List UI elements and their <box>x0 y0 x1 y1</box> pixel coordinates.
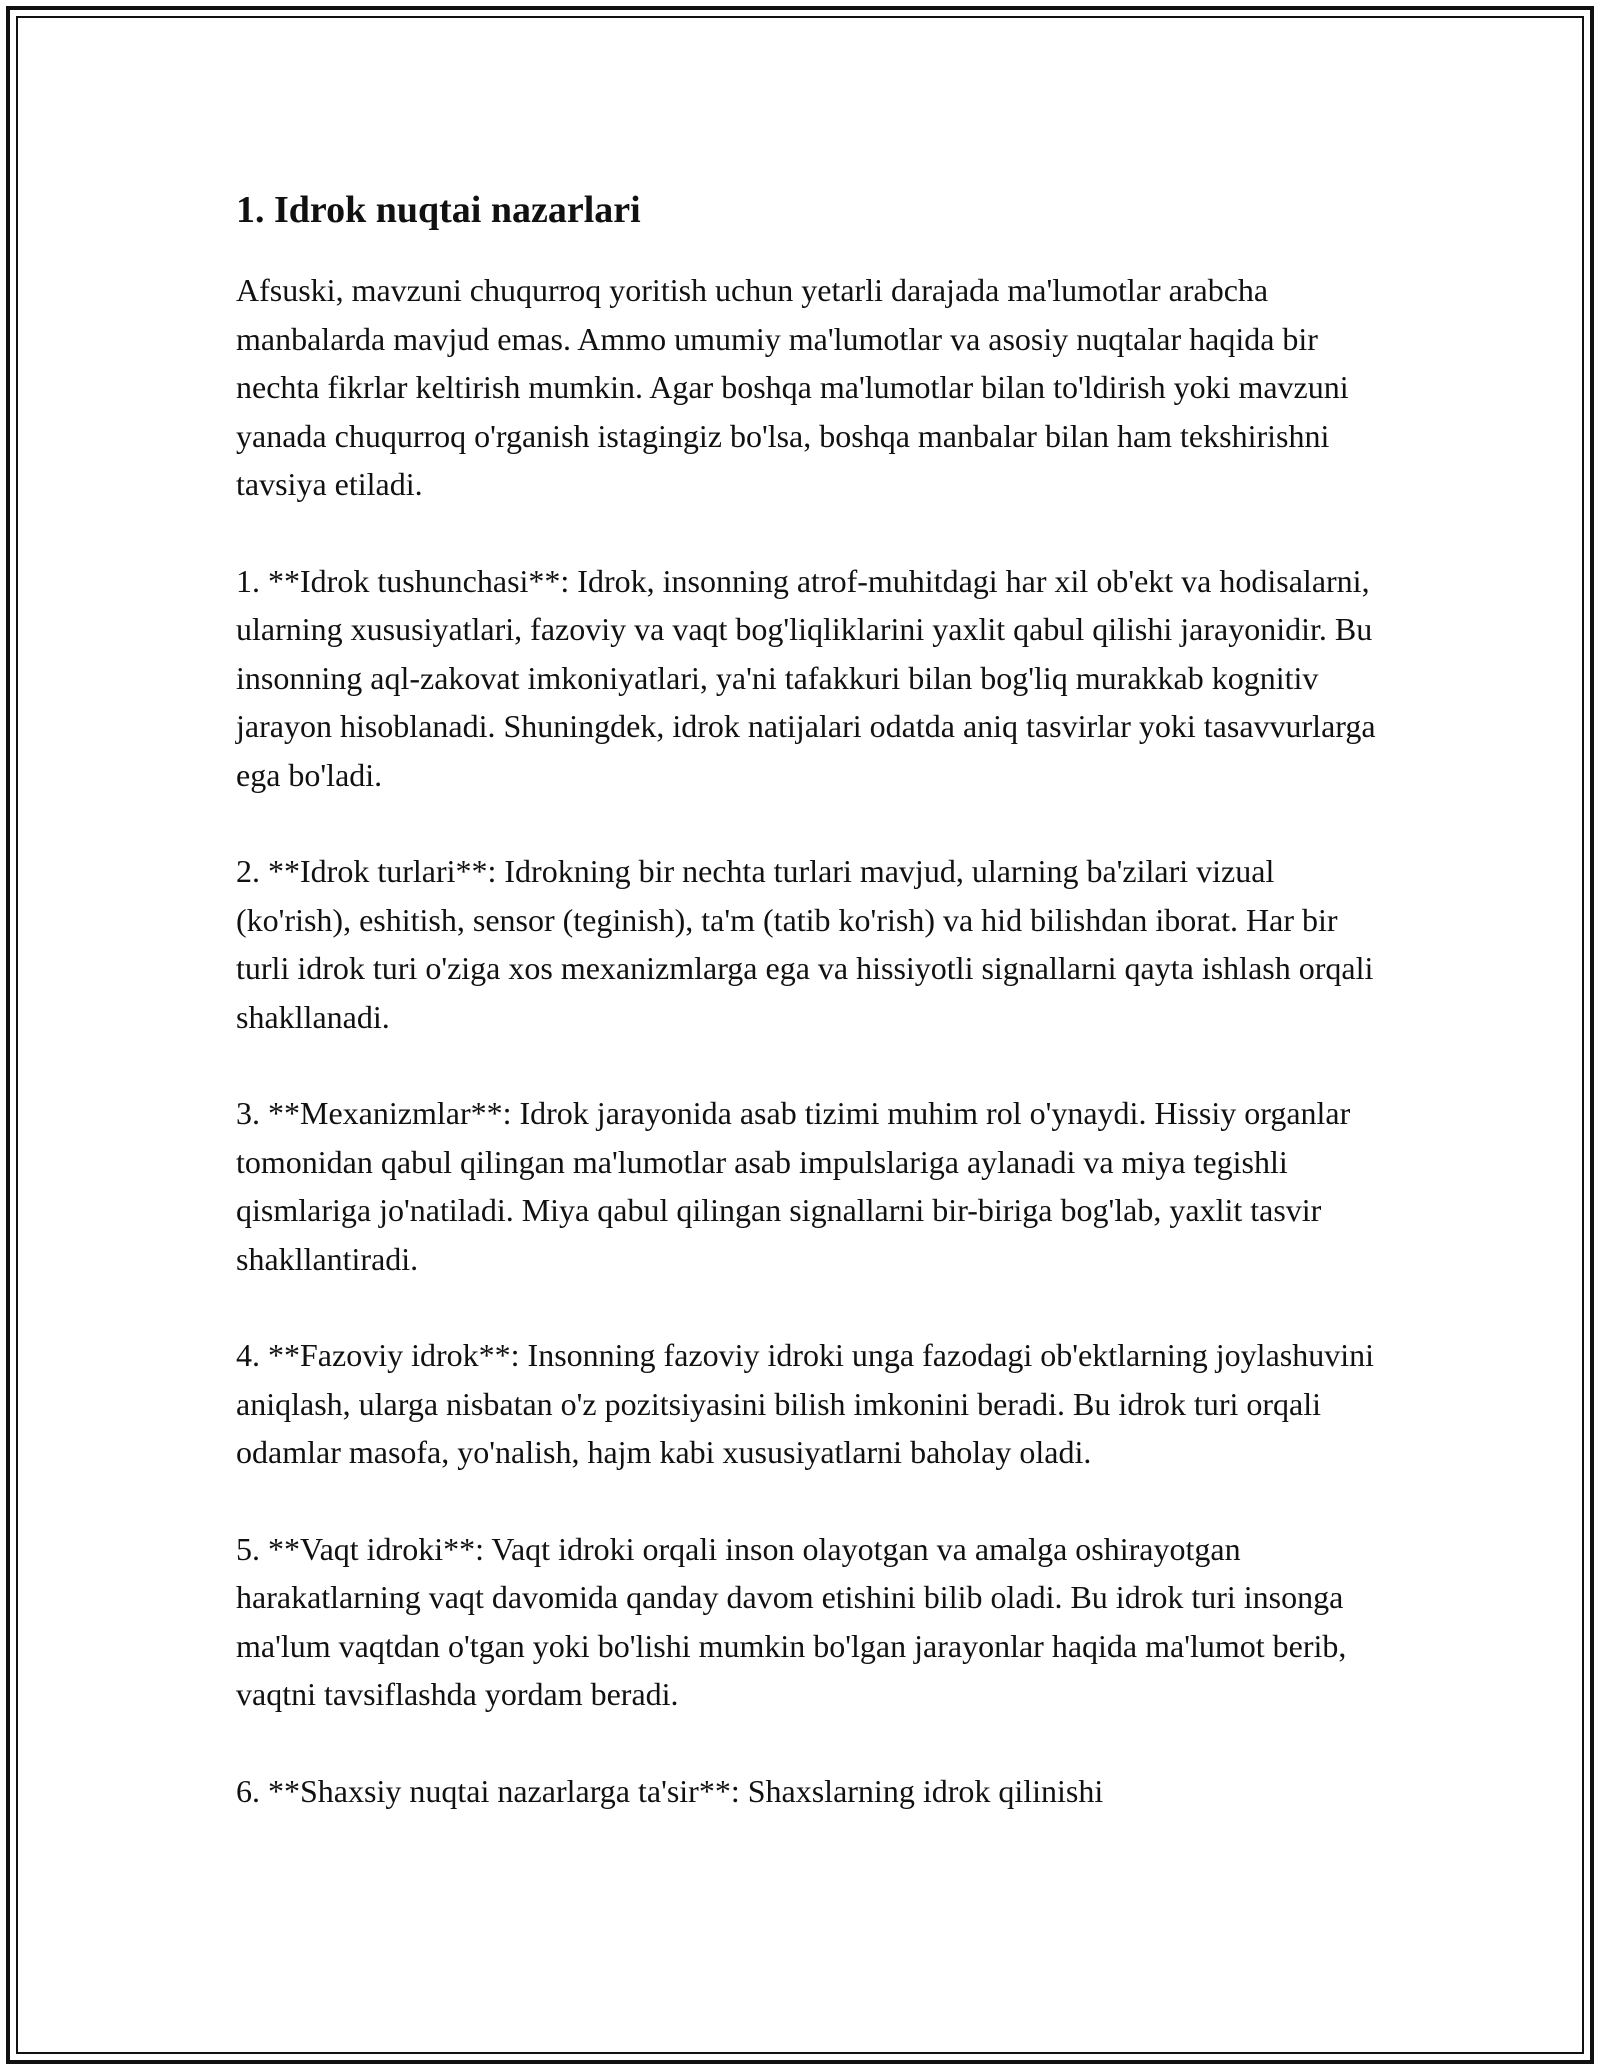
paragraph-fazoviy-idrok: 4. **Fazoviy idrok**: Insonning fazoviy idroki unga fazodagi ob'ektlarning joylashuvini aniqlash, ularga nisbatan o'z pozitsiyasini bilish imkonini beradi. Bu idrok turi orqali odamlar masofa, yo'nalish, hajm kabi xususiyatlarni baholay oladi. <box>236 1337 1374 1470</box>
document-page <box>236 186 1376 1863</box>
section-heading: 1. Idrok nuqtai nazarlari <box>236 189 641 231</box>
paragraph-mexanizmlar: 3. **Mexanizmlar**: Idrok jarayonida asab tizimi muhim rol o'ynaydi. Hissiy organlar tomonidan qabul qilingan ma'lumotlar asab impulslariga aylanadi va miya tegishli qismlariga jo'natiladi. Miya qabul qilingan signallarni bir-biriga bog'lab, yaxlit tasvir shakllantiradi. <box>236 1095 1351 1277</box>
intro-paragraph: Afsuski, mavzuni chuqurroq yoritish uchun yetarli darajada ma'lumotlar arabcha manbalarda mavjud emas. Ammo umumiy ma'lumotlar va asosiy nuqtalar haqida bir nechta fikrlar keltirish mumkin. Agar boshqa ma'lumotlar bilan to'ldirish yoki mavzuni yanada chuqurroq o'rganish istagingiz bo'lsa, boshqa manbalar bilan ham tekshirishni tavsiya etiladi. <box>236 272 1349 502</box>
paragraph-vaqt-idroki: 5. **Vaqt idroki**: Vaqt idroki orqali inson olayotgan va amalga oshirayotgan harakatlarning vaqt davomida qanday davom etishini bilib oladi. Bu idrok turi insonga ma'lum vaqtdan o'tgan yoki bo'lishi mumkin bo'lgan jarayonlar haqida ma'lumot berib, vaqtni tavsiflashda yordam beradi. <box>236 1530 1347 1712</box>
paragraph-idrok-tushunchasi: 1. **Idrok tushunchasi**: Idrok, insonning atrof-muhitdagi har xil ob'ekt va hodisalarni, ularning xususiyatlari, fazoviy va vaqt bog'liqliklarini yaxlit qabul qilishi jarayonidir. Bu insonning aql-zakovat imkoniyatlari, ya'ni tafakkuri bilan bog'liq murakkab kognitiv jarayon hisoblanadi. Shuningdek, idrok natijalari odatda aniq tasvirlar yoki tasavvurlarga ega bo'ladi. <box>236 562 1376 793</box>
paragraph-idrok-turlari: 2. **Idrok turlari**: Idrokning bir nechta turlari mavjud, ularning ba'zilari vizual (ko'rish), eshitish, sensor (teginish), ta'm (tatib ko'rish) va hid bilishdan iborat. Har bir turli idrok turi o'ziga xos mexanizmlarga ega va hissiyotli signallarni qayta ishlash orqali shakllanadi. <box>236 853 1374 1035</box>
paragraph-shaxsiy-nuqtai-nazarlar: 6. **Shaxsiy nuqtai nazarlarga ta'sir**: Shaxslarning idrok qilinishi <box>236 1772 1104 1809</box>
